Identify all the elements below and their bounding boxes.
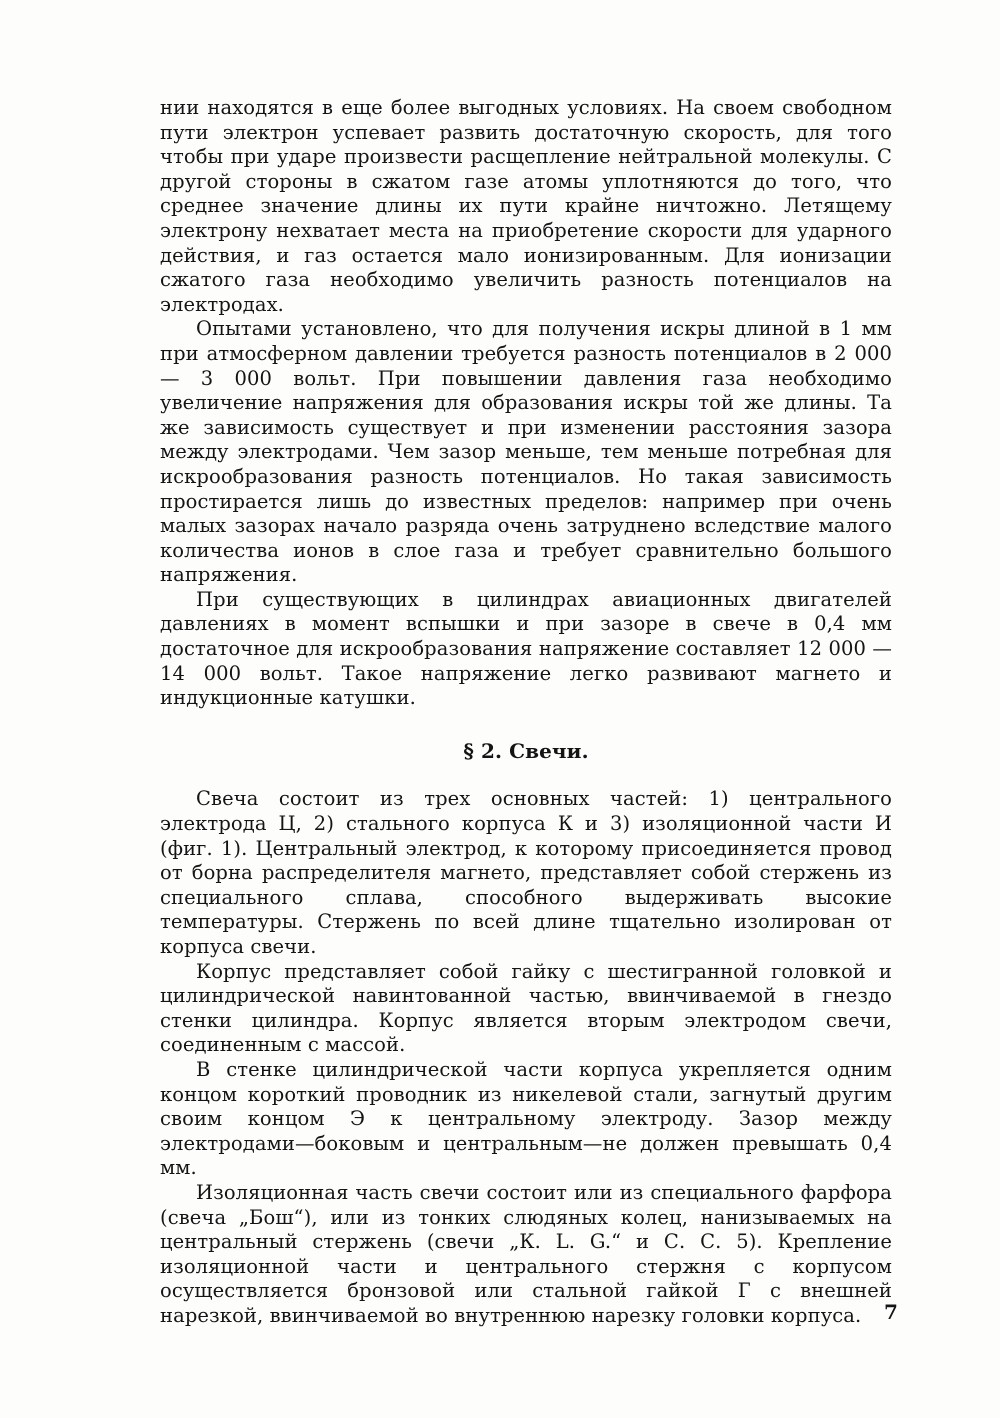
paragraph-aviation-engines: При существующих в цилиндрах авиационных двигателей давлениях в момент вспышки и при зазоре в свече в 0,4 мм достаточное для искрообразования напряжение составляет 12 000 — 14 000 вольт. Такое напряжение легко развивают магнето и индукционные катушки. xyxy=(160,587,892,710)
section-heading: § 2. Свечи. xyxy=(463,738,589,763)
paragraph-continuation: нии находятся в еще более выгодных условиях. На своем свободном пути электрон успевает развить достаточную скорость, для того чтобы при ударе произвести расщепление нейтральной молекулы. С другой стороны в сжатом газе атомы уплотняются до того, что среднее значение длины их пути крайне ничтожно. Летящему электрону нехватает места на приобретение скорости для ударного действия, и газ остается мало ионизированным. Для ионизации сжатого газа необходимо увеличить разность потенциалов на электродах. xyxy=(160,96,892,316)
page-number: 7 xyxy=(884,1300,898,1324)
paragraph-side-electrode: В стенке цилиндрической части корпуса укрепляется одним концом короткий проводник из никелевой стали, загнутый другим своим концом Э к центральному электроду. Зазор между электродами—боковым и центральным—не должен превышать 0,4 мм. xyxy=(160,1057,892,1180)
paragraph-spark-plug-parts: Свеча состоит из трех основных частей: 1) центрального электрода Ц, 2) стального корпуса К и 3) изоляционной части И (фиг. 1). Центральный электрод, к которому присоединяется провод от борна распределителя магнето, представляет собой стержень из специального сплава, способного выдерживать высокие температуры. Стержень по всей длине тщательно изолирован от корпуса свечи. xyxy=(160,787,892,958)
body-text xyxy=(160,96,892,1329)
paragraph-spark-voltage: Опытами установлено, что для получения искры длиной в 1 мм при атмосферном давлении требуется разность потенциалов в 2 000 — 3 000 вольт. При повышении давления газа необходимо увеличение напряжения для образования искры той же длины. Та же зависимость существует и при изменении расстояния зазора между электродами. Чем зазор меньше, тем меньше потребная для искрообразования разность потенциалов. Но такая зависимость простирается лишь до известных пределов: например при очень малых зазорах начало разряда очень затруднено вследствие малого количества ионов в слое газа и требует сравнительно большого напряжения. xyxy=(160,317,892,587)
paragraph-plug-body: Корпус представляет собой гайку с шестигранной головкой и цилиндрической навинтованной частью, ввинчиваемой в гнездо стенки цилиндра. Корпус является вторым электродом свечи, соединенным с массой. xyxy=(160,959,892,1057)
paragraph-insulation: Изоляционная часть свечи состоит или из специального фарфора (свеча „Бош“), или из тонких слюдяных колец, нанизываемых на центральный стержень (свечи „К. L. G.“ и С. С. 5). Крепление изоляционной части и центрального стержня с корпусом осуществляется бронзовой или стальной гайкой Г с внешней нарезкой, ввинчиваемой во внутреннюю нарезку головки корпуса. xyxy=(160,1180,892,1327)
